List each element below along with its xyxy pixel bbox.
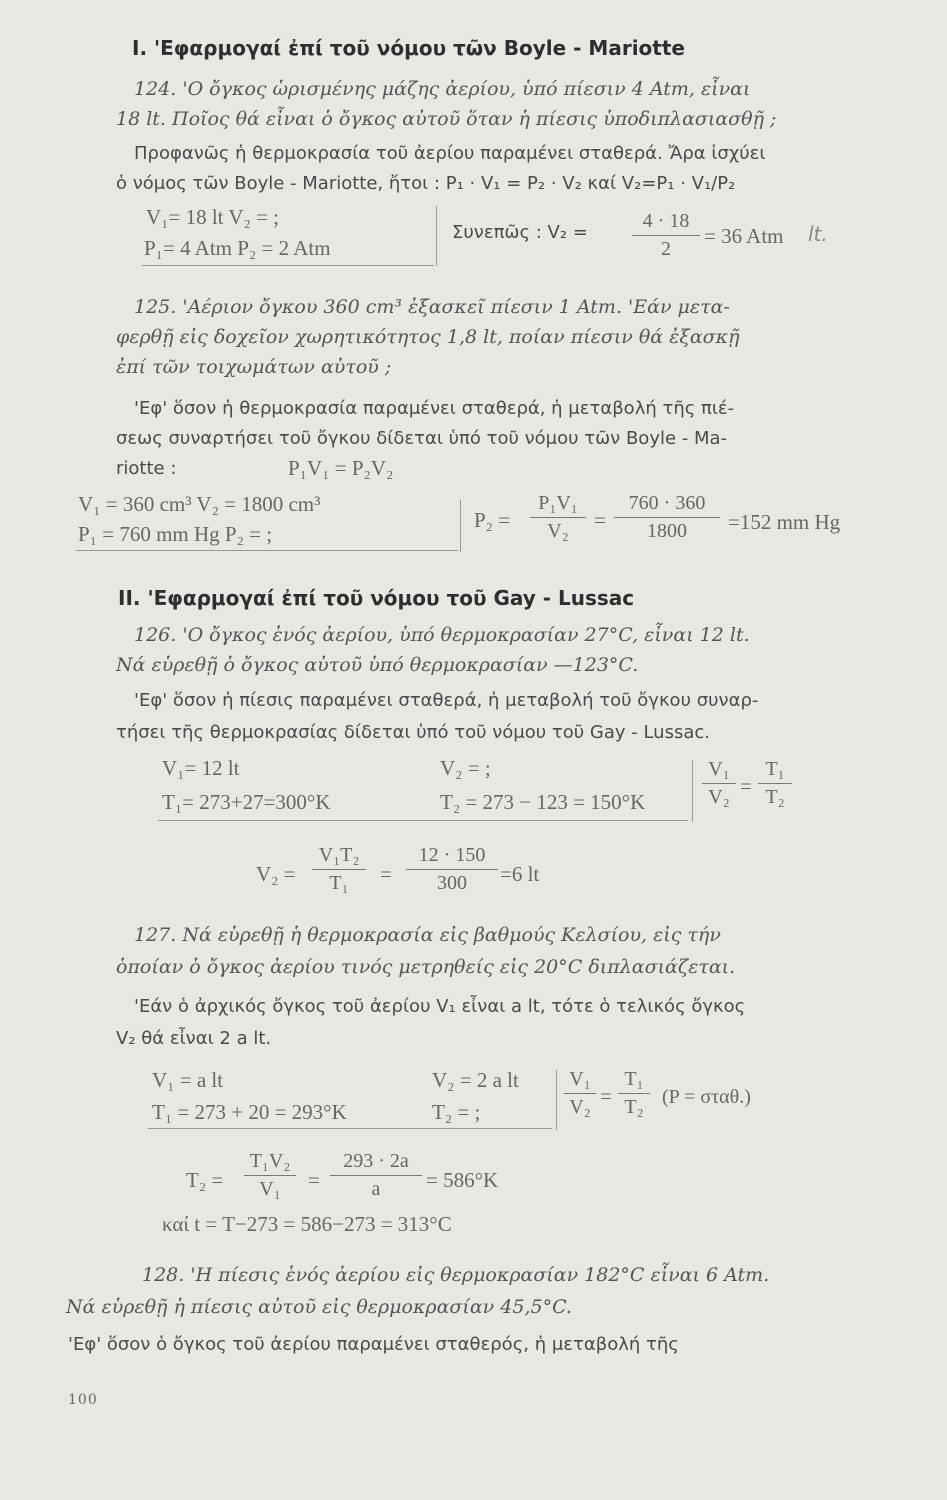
fraction-denominator: a (371, 1178, 381, 1200)
equals-sign: = (380, 862, 392, 886)
law-127-note: (P = σταθ.) (662, 1086, 751, 1108)
answer-127-line-2: V₂ θά εἶναι 2 a lt. (116, 1028, 272, 1049)
fraction-bar (530, 517, 586, 518)
result-125-value: =152 mm Hg (728, 510, 841, 534)
law-126-fraction-1 (702, 758, 736, 809)
problem-128-line-1: 128. 'Η πίεσις ἑνός ἀερίου εἰς θερμοκρασίαν 182°C εἶναι 6 Atm. (142, 1264, 770, 1286)
law-125: P₁V₁ = P₂V₂ (288, 456, 394, 480)
result-127-fraction-2 (330, 1150, 422, 1201)
problem-126-line-2: Νά εὑρεθῇ ὁ ὄγκος αὐτοῦ ὑπό θερμοκρασίαν —123°C. (116, 654, 639, 676)
fraction-denominator: V₁ (259, 1178, 281, 1200)
fraction-bar (632, 235, 700, 236)
data-127-divider (556, 1070, 557, 1130)
answer-126-line-2: τήσει τῆς θερμοκρασίας δίδεται ὑπό τοῦ νόμου τοῦ Gay - Lussac. (116, 722, 710, 743)
fraction-denominator: T₂ (765, 786, 785, 808)
problem-126-line-1: 126. 'Ο ὄγκος ἑνός ἀερίου, ὑπό θερμοκρασίαν 27°C, εἶναι 12 lt. (134, 624, 750, 646)
result-124-value: = 36 Atm (704, 224, 784, 248)
data-126-v1: V₁= 12 lt (162, 756, 240, 780)
fraction-bar (618, 1093, 650, 1094)
data-126-v2: V₂ = ; (440, 756, 491, 780)
data-126-underline (158, 820, 688, 821)
result-126-fraction-2 (406, 844, 498, 895)
fraction-bar (758, 783, 792, 784)
equals-sign: = (308, 1168, 320, 1192)
fraction-denominator: V₂ (569, 1096, 591, 1118)
result-125-fraction-1 (530, 492, 586, 543)
problem-124-line-1: 124. 'Ο ὄγκος ὡρισμένης μάζης ἀερίου, ὑπό πίεσιν 4 Atm, εἶναι (134, 78, 751, 100)
answer-127-line-1: 'Εάν ὁ ἀρχικός ὄγκος τοῦ ἀερίου V₁ εἶναι a lt, τότε ὁ τελικός ὄγκος (134, 996, 746, 1017)
fraction-bar (312, 869, 366, 870)
fraction-denominator: V₂ (708, 786, 730, 808)
law-127-fraction-1 (564, 1068, 596, 1119)
fraction-numerator: V₁ (708, 758, 730, 780)
result-127-fraction-1 (244, 1150, 296, 1201)
fraction-numerator: 760 · 360 (628, 492, 706, 514)
result-125-fraction-2 (614, 492, 720, 543)
fraction-numerator: T₁V₂ (249, 1150, 291, 1172)
result-125-label: P₂ = (474, 508, 511, 532)
equals-sign: = (740, 774, 752, 798)
data-124-divider (436, 206, 437, 266)
answer-124-line-2: ὁ νόμος τῶν Boyle - Mariotte, ἤτοι : P₁ · V₁ = P₂ · V₂ καί V₂=P₁ · V₁/P₂ (116, 173, 736, 194)
fraction-denominator: T₂ (624, 1096, 644, 1118)
fraction-bar (564, 1093, 596, 1094)
result-127-label: T₂ = (186, 1168, 224, 1192)
data-126-t1: T₁= 273+27=300°K (162, 790, 331, 814)
data-127-v2: V₂ = 2 a lt (432, 1068, 519, 1092)
problem-128-line-2: Νά εὑρεθῇ ἡ πίεσις αὐτοῦ εἰς θερμοκρασίαν 45,5°C. (66, 1296, 572, 1318)
handwritten-correction: lt. (808, 222, 828, 246)
law-127-fraction-2 (618, 1068, 650, 1119)
equals-sign: = (600, 1084, 612, 1108)
answer-125-line-3: riotte : (116, 458, 177, 479)
law-126-fraction-2 (758, 758, 792, 809)
problem-124-line-2: 18 lt. Ποῖος θά εἶναι ὁ ὄγκος αὐτοῦ ὅταν ἡ πίεσις ὑποδιπλασιασθῇ ; (116, 108, 777, 130)
data-124-line-1: V₁= 18 lt V₂ = ; (146, 205, 280, 229)
problem-127-line-1: 127. Νά εὑρεθῇ ἡ θερμοκρασία εἰς βαθμούς Κελσίου, εἰς τήν (134, 924, 721, 946)
result-126-fraction-1 (312, 844, 366, 895)
result-127-final: καί t = T−273 = 586−273 = 313°C (162, 1212, 452, 1236)
data-126-divider (692, 760, 693, 822)
section-2-heading: II. 'Εφαρμογαί ἐπί τοῦ νόμου τοῦ Gay - Lussac (118, 586, 635, 610)
result-124-label: Συνεπῶς : V₂ = (452, 222, 588, 243)
problem-125-line-3: ἐπί τῶν τοιχωμάτων αὐτοῦ ; (116, 356, 392, 378)
result-127-value: = 586°K (426, 1168, 499, 1192)
data-125-line-2: P₁ = 760 mm Hg P₂ = ; (78, 522, 273, 546)
answer-124-line-1: Προφανῶς ἡ θερμοκρασία τοῦ ἀερίου παραμένει σταθερά. Ἄρα ἰσχύει (134, 143, 766, 164)
answer-125-line-2: σεως συναρτήσει τοῦ ὄγκου δίδεται ὑπό τοῦ νόμου τῶν Boyle - Ma- (116, 428, 728, 449)
data-127-t2: T₂ = ; (432, 1100, 481, 1124)
data-125-divider (460, 500, 461, 552)
data-127-t1: T₁ = 273 + 20 = 293°K (152, 1100, 347, 1124)
fraction-numerator: 293 · 2a (343, 1150, 409, 1172)
fraction-bar (614, 517, 720, 518)
data-125-underline (76, 550, 458, 551)
data-125-line-1: V₁ = 360 cm³ V₂ = 1800 cm³ (78, 492, 321, 516)
answer-128-line-1: 'Εφ' ὅσον ὁ ὄγκος τοῦ ἀερίου παραμένει σταθερός, ἡ μεταβολή τῆς (68, 1334, 679, 1355)
section-1-heading: I. 'Εφαρμογαί ἐπί τοῦ νόμου τῶν Boyle - Mariotte (132, 36, 685, 60)
fraction-numerator: V₁T₂ (318, 844, 360, 866)
problem-125-line-1: 125. 'Αέριον ὄγκου 360 cm³ ἐξασκεῖ πίεσιν 1 Atm. 'Εάν μετα- (134, 296, 730, 318)
result-126-value: =6 lt (500, 862, 540, 886)
data-124-line-2: P₁= 4 Atm P₂ = 2 Atm (144, 236, 331, 260)
fraction-numerator: 4 · 18 (642, 210, 690, 232)
answer-125-line-1: 'Εφ' ὅσον ἡ θερμοκρασία παραμένει σταθερά, ἡ μεταβολή τῆς πιέ- (134, 398, 735, 419)
fraction-numerator: P₁V₁ (538, 492, 578, 514)
data-126-t2: T₂ = 273 − 123 = 150°K (440, 790, 646, 814)
fraction-denominator: 2 (661, 238, 671, 260)
fraction-numerator: V₁ (569, 1068, 591, 1090)
answer-126-line-1: 'Εφ' ὅσον ἡ πίεσις παραμένει σταθερά, ἡ μεταβολή τοῦ ὄγκου συναρ- (134, 690, 759, 711)
fraction-denominator: T₁ (329, 872, 349, 894)
equals-sign: = (594, 508, 606, 532)
fraction-numerator: 12 · 150 (418, 844, 486, 866)
problem-127-line-2: ὁποίαν ὁ ὄγκος ἀερίου τινός μετρηθείς εἰς 20°C διπλασιάζεται. (116, 956, 736, 978)
data-124-underline (142, 265, 434, 266)
data-127-v1: V₁ = a lt (152, 1068, 224, 1092)
problem-125-line-2: φερθῇ εἰς δοχεῖον χωρητικότητος 1,8 lt, ποίαν πίεσιν θά ἐξασκῇ (116, 326, 740, 348)
fraction-denominator: 300 (437, 872, 467, 894)
data-127-underline (148, 1128, 552, 1129)
page-number: 100 (68, 1392, 98, 1408)
fraction-numerator: T₁ (624, 1068, 644, 1090)
fraction-bar (330, 1175, 422, 1176)
fraction-denominator: V₂ (547, 520, 569, 542)
fraction-numerator: T₁ (765, 758, 785, 780)
fraction-bar (702, 783, 736, 784)
result-124-fraction (632, 210, 700, 261)
fraction-denominator: 1800 (647, 520, 687, 542)
fraction-bar (406, 869, 498, 870)
fraction-bar (244, 1175, 296, 1176)
result-126-label: V₂ = (256, 862, 296, 886)
